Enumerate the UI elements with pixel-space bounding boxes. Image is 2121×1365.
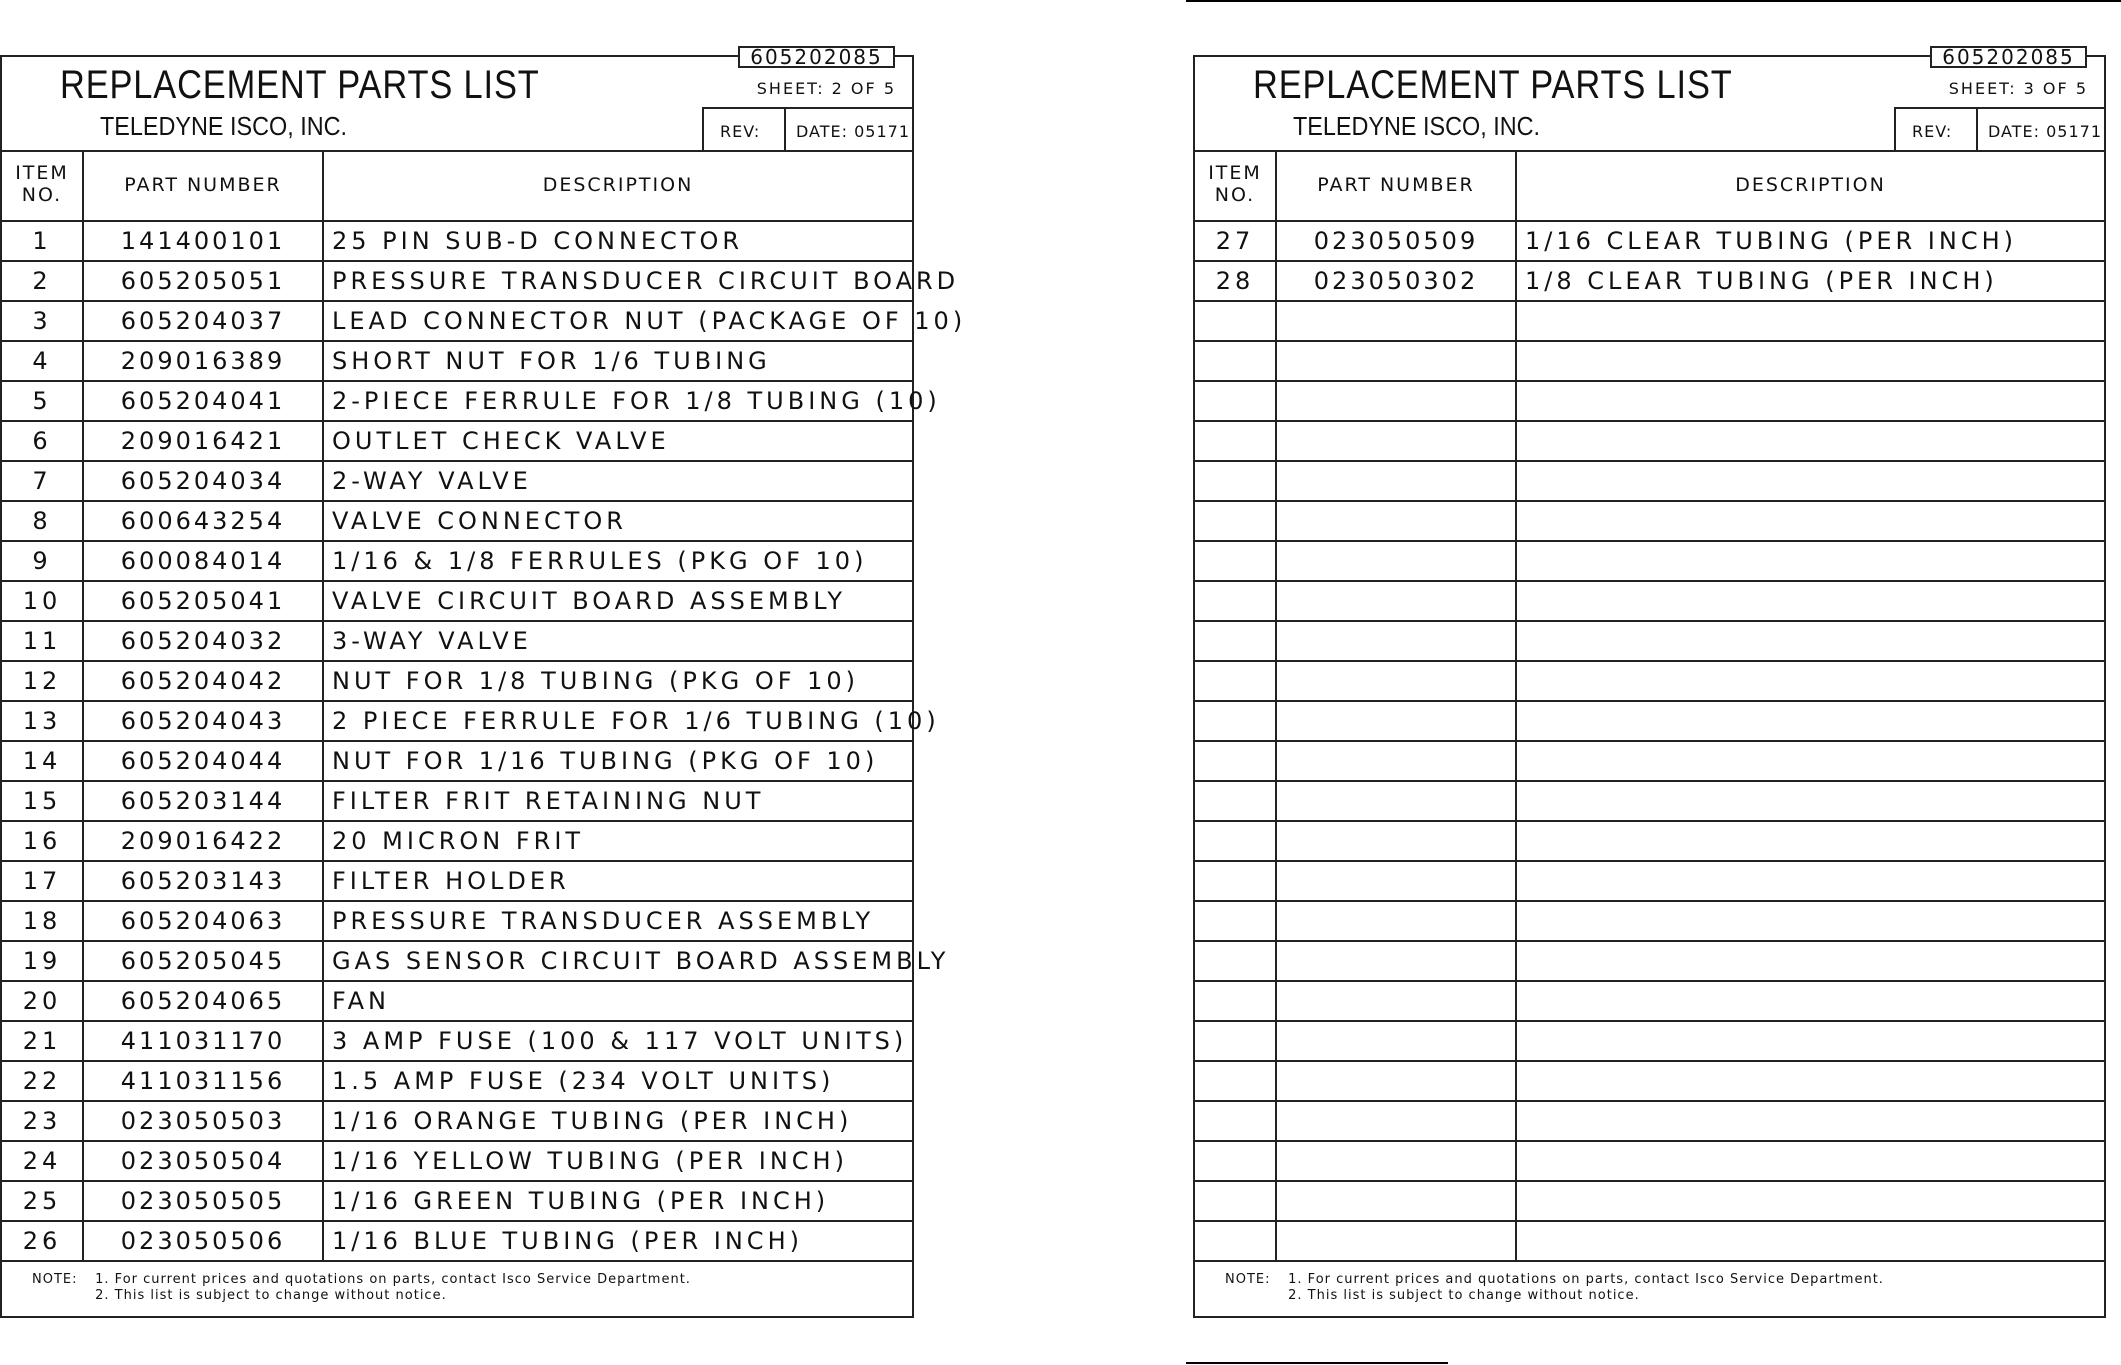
- table-row: [1195, 342, 2104, 382]
- part-number-cell: 600643254: [82, 502, 322, 540]
- part-number-cell: [1275, 422, 1515, 460]
- note-line-1: 1. For current prices and quotations on parts, contact Isco Service Department.: [95, 1272, 691, 1287]
- table-row: [2, 222, 912, 262]
- table-row: [1195, 862, 2104, 902]
- part-number-cell: [1275, 742, 1515, 780]
- item-number-cell: [1195, 702, 1275, 740]
- part-number-cell: 141400101: [82, 222, 322, 260]
- table-row: [2, 782, 912, 822]
- table-row: [2, 862, 912, 902]
- table-row: [1195, 902, 2104, 942]
- description-cell: [1515, 462, 2104, 500]
- part-number-cell: 209016421: [82, 422, 322, 460]
- description-cell: 25 PIN SUB-D CONNECTOR: [322, 222, 912, 260]
- item-number-cell: [1195, 422, 1275, 460]
- header-item-line2: NO.: [21, 184, 63, 206]
- parts-table: [2, 150, 967, 1262]
- part-number-cell: [1275, 1142, 1515, 1180]
- item-number-cell: 26: [22, 1227, 62, 1255]
- part-number-cell: 411031156: [82, 1062, 322, 1100]
- item-number-cell: 5: [32, 387, 52, 415]
- description-cell: SHORT NUT FOR 1/6 TUBING: [322, 342, 912, 380]
- table-row: [1195, 462, 2104, 502]
- item-number-cell: 17: [22, 867, 62, 895]
- note-items: [95, 1272, 691, 1304]
- table-row: [1195, 742, 2104, 782]
- part-number-cell: [1275, 942, 1515, 980]
- part-number-cell: [1275, 342, 1515, 380]
- note-label: NOTE:: [1225, 1272, 1271, 1287]
- part-number-cell: 023050509: [1275, 222, 1515, 260]
- description-cell: [1515, 1102, 2104, 1140]
- description-cell: [1515, 542, 2104, 580]
- description-cell: 2 PIECE FERRULE FOR 1/6 TUBING (10): [322, 702, 912, 740]
- part-number-cell: 023050506: [82, 1222, 322, 1260]
- item-number-cell: 28: [1215, 267, 1255, 295]
- item-number-cell: [1195, 742, 1275, 780]
- item-number-cell: 18: [22, 907, 62, 935]
- item-number-cell: [1195, 1102, 1275, 1140]
- description-cell: PRESSURE TRANSDUCER CIRCUIT BOARD: [322, 262, 912, 300]
- description-cell: [1515, 902, 2104, 940]
- rev-divider: [784, 109, 786, 151]
- table-row: [1195, 1022, 2104, 1062]
- part-number-cell: 605204063: [82, 902, 322, 940]
- rev-label: REV:: [1912, 122, 1953, 141]
- table-row: [2, 582, 912, 622]
- date-label: DATE: 05171: [1988, 122, 2102, 141]
- table-row: [2, 502, 912, 542]
- date-label: DATE: 05171: [796, 122, 910, 141]
- item-number-cell: [1195, 1182, 1275, 1220]
- table-row: [1195, 502, 2104, 542]
- table-row: [1195, 542, 2104, 582]
- item-number-cell: [1195, 1142, 1275, 1180]
- table-row: [2, 422, 912, 462]
- sheet-title: REPLACEMENT PARTS LIST: [1253, 63, 1733, 107]
- item-number-cell: 27: [1215, 227, 1255, 255]
- parts-table: [1195, 150, 2104, 1262]
- table-header: [2, 152, 912, 222]
- part-number-cell: 605205041: [82, 582, 322, 620]
- description-cell: [1515, 662, 2104, 700]
- part-number-cell: 605204044: [82, 742, 322, 780]
- description-cell: LEAD CONNECTOR NUT (PACKAGE OF 10): [322, 302, 912, 340]
- header-item-no: [2, 152, 82, 220]
- item-number-cell: [1195, 1222, 1275, 1260]
- table-row: [1195, 822, 2104, 862]
- item-number-cell: [1195, 542, 1275, 580]
- item-number-cell: 2: [32, 267, 52, 295]
- description-cell: 3 AMP FUSE (100 & 117 VOLT UNITS): [322, 1022, 912, 1060]
- item-number-cell: [1195, 582, 1275, 620]
- item-number-cell: 20: [22, 987, 62, 1015]
- description-cell: [1515, 582, 2104, 620]
- header-item-line2: NO.: [1214, 184, 1256, 206]
- description-cell: [1515, 1222, 2104, 1260]
- item-number-cell: 9: [32, 547, 52, 575]
- description-cell: [1515, 982, 2104, 1020]
- description-cell: PRESSURE TRANSDUCER ASSEMBLY: [322, 902, 912, 940]
- part-number-cell: 605204032: [82, 622, 322, 660]
- sheet-title: REPLACEMENT PARTS LIST: [60, 63, 540, 107]
- note-line-2: 2. This list is subject to change without notice.: [95, 1288, 447, 1303]
- description-cell: VALVE CIRCUIT BOARD ASSEMBLY: [322, 582, 912, 620]
- part-number-cell: 605204041: [82, 382, 322, 420]
- item-number-cell: [1195, 502, 1275, 540]
- item-number-cell: 3: [32, 307, 52, 335]
- item-number-cell: [1195, 342, 1275, 380]
- part-number-cell: [1275, 702, 1515, 740]
- header-part-number: PART NUMBER: [1275, 152, 1515, 220]
- description-cell: [1515, 502, 2104, 540]
- item-number-cell: [1195, 982, 1275, 1020]
- rev-label: REV:: [720, 122, 761, 141]
- item-number-cell: 7: [32, 467, 52, 495]
- item-number-cell: 19: [22, 947, 62, 975]
- part-number-cell: 023050505: [82, 1182, 322, 1220]
- part-number-cell: [1275, 302, 1515, 340]
- table-row: [2, 1022, 912, 1062]
- table-row: [2, 1142, 912, 1182]
- description-cell: 1/16 CLEAR TUBING (PER INCH): [1515, 222, 2104, 260]
- description-cell: NUT FOR 1/8 TUBING (PKG OF 10): [322, 662, 912, 700]
- part-number-cell: [1275, 1062, 1515, 1100]
- description-cell: 1/8 CLEAR TUBING (PER INCH): [1515, 262, 2104, 300]
- header-description: DESCRIPTION: [1515, 152, 2104, 220]
- part-number-cell: 605203143: [82, 862, 322, 900]
- document-number: 605202085: [1930, 46, 2087, 68]
- part-number-cell: [1275, 1102, 1515, 1140]
- company-name: TELEDYNE ISCO, INC.: [100, 111, 348, 141]
- description-cell: 20 MICRON FRIT: [322, 822, 912, 860]
- description-cell: [1515, 382, 2104, 420]
- header-description: DESCRIPTION: [322, 152, 912, 220]
- revision-box: [702, 107, 912, 151]
- table-row: [1195, 582, 2104, 622]
- item-number-cell: 14: [22, 747, 62, 775]
- table-row: [1195, 1182, 2104, 1222]
- description-cell: [1515, 862, 2104, 900]
- part-number-cell: 605204042: [82, 662, 322, 700]
- description-cell: [1515, 622, 2104, 660]
- header-part-number: PART NUMBER: [82, 152, 322, 220]
- description-cell: [1515, 1062, 2104, 1100]
- part-number-cell: 411031170: [82, 1022, 322, 1060]
- part-number-cell: [1275, 1022, 1515, 1060]
- table-row: [2, 462, 912, 502]
- table-row: [1195, 1102, 2104, 1142]
- footer-note: [1225, 1272, 1884, 1304]
- description-cell: NUT FOR 1/16 TUBING (PKG OF 10): [322, 742, 912, 780]
- table-row: [1195, 1222, 2104, 1262]
- table-row: [1195, 222, 2104, 262]
- description-cell: 1/16 YELLOW TUBING (PER INCH): [322, 1142, 912, 1180]
- part-number-cell: 605205045: [82, 942, 322, 980]
- table-row: [2, 342, 912, 382]
- table-row: [1195, 782, 2104, 822]
- footer-note: [32, 1272, 691, 1304]
- description-cell: 2-PIECE FERRULE FOR 1/8 TUBING (10): [322, 382, 912, 420]
- part-number-cell: [1275, 502, 1515, 540]
- table-header: [1195, 152, 2104, 222]
- table-row: [2, 302, 967, 342]
- part-number-cell: [1275, 382, 1515, 420]
- table-row: [1195, 662, 2104, 702]
- table-row: [1195, 422, 2104, 462]
- item-number-cell: [1195, 822, 1275, 860]
- note-items: [1288, 1272, 1884, 1304]
- item-number-cell: [1195, 942, 1275, 980]
- table-row: [2, 662, 912, 702]
- table-row: [2, 742, 912, 782]
- part-number-cell: [1275, 1222, 1515, 1260]
- sheet-number: SHEET: 3 OF 5: [1948, 79, 2088, 98]
- item-number-cell: 24: [22, 1147, 62, 1175]
- table-row: [2, 1222, 912, 1262]
- part-number-cell: [1275, 782, 1515, 820]
- part-number-cell: [1275, 902, 1515, 940]
- item-number-cell: [1195, 382, 1275, 420]
- header-item-line1: ITEM: [15, 162, 69, 184]
- description-cell: OUTLET CHECK VALVE: [322, 422, 912, 460]
- description-cell: [1515, 942, 2104, 980]
- item-number-cell: 10: [22, 587, 62, 615]
- description-cell: 1/16 GREEN TUBING (PER INCH): [322, 1182, 912, 1220]
- item-number-cell: 11: [22, 627, 62, 655]
- item-number-cell: 4: [32, 347, 52, 375]
- description-cell: [1515, 702, 2104, 740]
- description-cell: FILTER HOLDER: [322, 862, 912, 900]
- description-cell: 2-WAY VALVE: [322, 462, 912, 500]
- table-row: [2, 622, 912, 662]
- description-cell: [1515, 1022, 2104, 1060]
- parts-list-sheet-2: [0, 45, 967, 1318]
- part-number-cell: 605205051: [82, 262, 322, 300]
- description-cell: 1/16 ORANGE TUBING (PER INCH): [322, 1102, 912, 1140]
- part-number-cell: 605203144: [82, 782, 322, 820]
- table-row: [1195, 382, 2104, 422]
- description-cell: FAN: [322, 982, 912, 1020]
- document-number: 605202085: [738, 46, 895, 68]
- description-cell: [1515, 342, 2104, 380]
- item-number-cell: [1195, 622, 1275, 660]
- table-row: [2, 382, 941, 422]
- item-number-cell: [1195, 1062, 1275, 1100]
- part-number-cell: 023050503: [82, 1102, 322, 1140]
- part-number-cell: [1275, 862, 1515, 900]
- table-row: [2, 1062, 912, 1102]
- part-number-cell: [1275, 982, 1515, 1020]
- bottom-rule: [1186, 1362, 1448, 1364]
- item-number-cell: 8: [32, 507, 52, 535]
- company-name: TELEDYNE ISCO, INC.: [1293, 111, 1541, 141]
- note-label: NOTE:: [32, 1272, 78, 1287]
- description-cell: 3-WAY VALVE: [322, 622, 912, 660]
- description-cell: 1/16 BLUE TUBING (PER INCH): [322, 1222, 912, 1260]
- part-number-cell: 605204034: [82, 462, 322, 500]
- note-line-2: 2. This list is subject to change without notice.: [1288, 1288, 1640, 1303]
- table-row: [2, 1102, 912, 1142]
- table-row: [2, 702, 940, 742]
- description-cell: GAS SENSOR CIRCUIT BOARD ASSEMBLY: [322, 942, 912, 980]
- item-number-cell: [1195, 1022, 1275, 1060]
- revision-box: [1894, 107, 2104, 151]
- item-number-cell: 6: [32, 427, 52, 455]
- table-row: [1195, 702, 2104, 742]
- item-number-cell: [1195, 782, 1275, 820]
- table-row: [1195, 622, 2104, 662]
- description-cell: [1515, 1182, 2104, 1220]
- description-cell: [1515, 1142, 2104, 1180]
- item-number-cell: [1195, 302, 1275, 340]
- part-number-cell: 605204037: [82, 302, 322, 340]
- table-row: [1195, 262, 2104, 302]
- rev-divider: [1976, 109, 1978, 151]
- description-cell: 1/16 & 1/8 FERRULES (PKG OF 10): [322, 542, 912, 580]
- part-number-cell: [1275, 662, 1515, 700]
- part-number-cell: 023050302: [1275, 262, 1515, 300]
- part-number-cell: [1275, 542, 1515, 580]
- table-row: [2, 262, 960, 302]
- table-row: [1195, 1062, 2104, 1102]
- header-item-line1: ITEM: [1208, 162, 1262, 184]
- part-number-cell: 209016389: [82, 342, 322, 380]
- item-number-cell: [1195, 862, 1275, 900]
- table-row: [2, 1182, 912, 1222]
- description-cell: [1515, 422, 2104, 460]
- table-row: [2, 982, 912, 1022]
- table-row: [1195, 302, 2104, 342]
- item-number-cell: 13: [22, 707, 62, 735]
- item-number-cell: 12: [22, 667, 62, 695]
- item-number-cell: 25: [22, 1187, 62, 1215]
- description-cell: [1515, 302, 2104, 340]
- table-row: [1195, 1142, 2104, 1182]
- part-number-cell: 209016422: [82, 822, 322, 860]
- item-number-cell: [1195, 662, 1275, 700]
- part-number-cell: 023050504: [82, 1142, 322, 1180]
- table-body: [1195, 222, 2104, 1262]
- part-number-cell: [1275, 822, 1515, 860]
- part-number-cell: [1275, 462, 1515, 500]
- table-body: [2, 222, 967, 1262]
- table-row: [1195, 942, 2104, 982]
- part-number-cell: [1275, 622, 1515, 660]
- part-number-cell: 605204043: [82, 702, 322, 740]
- part-number-cell: 600084014: [82, 542, 322, 580]
- item-number-cell: 15: [22, 787, 62, 815]
- table-row: [1195, 982, 2104, 1022]
- table-row: [2, 902, 912, 942]
- description-cell: [1515, 782, 2104, 820]
- item-number-cell: 1: [32, 227, 52, 255]
- part-number-cell: 605204065: [82, 982, 322, 1020]
- sheet-number: SHEET: 2 OF 5: [756, 79, 896, 98]
- table-row: [2, 942, 950, 982]
- description-cell: [1515, 742, 2104, 780]
- parts-list-sheet-3: [1193, 45, 2106, 1318]
- item-number-cell: [1195, 462, 1275, 500]
- description-cell: FILTER FRIT RETAINING NUT: [322, 782, 912, 820]
- part-number-cell: [1275, 582, 1515, 620]
- top-rule: [1186, 0, 2121, 2]
- table-row: [2, 822, 912, 862]
- item-number-cell: [1195, 902, 1275, 940]
- table-row: [2, 542, 912, 582]
- description-cell: VALVE CONNECTOR: [322, 502, 912, 540]
- description-cell: [1515, 822, 2104, 860]
- item-number-cell: 21: [22, 1027, 62, 1055]
- item-number-cell: 16: [22, 827, 62, 855]
- header-item-no: [1195, 152, 1275, 220]
- description-cell: 1.5 AMP FUSE (234 VOLT UNITS): [322, 1062, 912, 1100]
- note-line-1: 1. For current prices and quotations on parts, contact Isco Service Department.: [1288, 1272, 1884, 1287]
- item-number-cell: 22: [22, 1067, 62, 1095]
- item-number-cell: 23: [22, 1107, 62, 1135]
- part-number-cell: [1275, 1182, 1515, 1220]
